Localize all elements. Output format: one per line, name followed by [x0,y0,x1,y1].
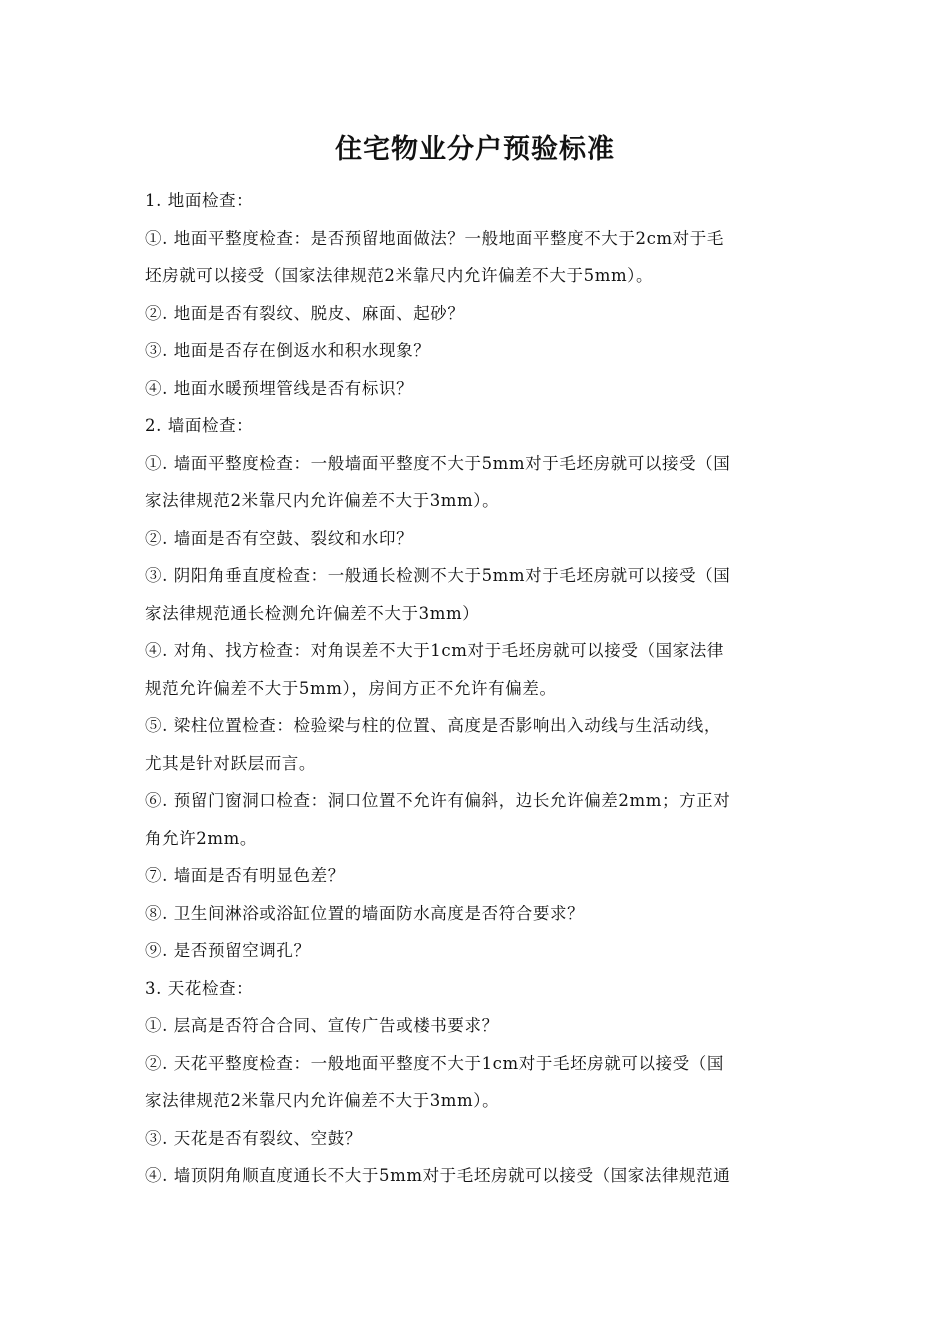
text-line: 3. 天花检查： [145,978,254,998]
text-line: ②. 地面是否有裂纹、脱皮、麻面、起砂？ [145,303,465,323]
text-line: ④. 地面水暖预埋管线是否有标识？ [145,378,414,398]
text-line: 家法律规范2米靠尺内允许偏差不大于3mm）。 [145,1091,500,1110]
text-line: ⑧. 卫生间淋浴或浴缸位置的墙面防水高度是否符合要求？ [145,903,585,923]
text-line: ①. 地面平整度检查：是否预留地面做法？一般地面平整度不大于2cm对于毛 [145,228,724,248]
text-line: 1. 地面检查： [145,191,254,210]
text-line: ③. 地面是否存在倒返水和积水现象？ [145,341,431,360]
text-line: ①. 层高是否符合合同、宣传广告或楼书要求？ [145,1016,499,1035]
text-line: ⑨. 是否预留空调孔？ [145,941,311,960]
text-line: 坯房就可以接受（国家法律规范2米靠尺内允许偏差不大于5mm）。 [145,266,654,285]
text-line: ③. 天花是否有裂纹、空鼓？ [145,1128,362,1148]
text-line: ②. 墙面是否有空鼓、裂纹和水印？ [145,528,414,548]
text-line: ⑥. 预留门窗洞口检查：洞口位置不允许有偏斜，边长允许偏差2mm；方正对 [145,791,731,810]
text-line: ②. 天花平整度检查：一般地面平整度不大于1cm对于毛坯房就可以接受（国 [145,1053,724,1073]
text-line: 规范允许偏差不大于5mm），房间方正不允许有偏差。 [145,678,557,698]
text-line: ⑦. 墙面是否有明显色差？ [145,866,345,885]
text-line: 家法律规范2米靠尺内允许偏差不大于3mm）。 [145,491,500,510]
text-line: ①. 墙面平整度检查：一般墙面平整度不大于5mm对于毛坯房就可以接受（国 [145,453,731,473]
text-line: ③. 阴阳角垂直度检查：一般通长检测不大于5mm对于毛坯房就可以接受（国 [145,566,731,585]
text-line: ⑤. 梁柱位置检查：检验梁与柱的位置、高度是否影响出入动线与生活动线， [145,716,721,735]
document-title: 住宅物业分户预验标准 [335,134,615,165]
text-line: ④. 对角、找方检查：对角误差不大于1cm对于毛坯房就可以接受（国家法律 [145,641,724,660]
text-line: ④. 墙顶阴角顺直度通长不大于5mm对于毛坯房就可以接受（国家法律规范通 [145,1166,731,1185]
text-line: 角允许2mm。 [145,828,257,848]
text-line: 家法律规范通长检测允许偏差不大于3mm） [145,603,480,623]
document-body [145,182,810,1195]
text-line: 尤其是针对跃层而言。 [145,753,316,773]
text-line: 2. 墙面检查： [145,416,254,435]
